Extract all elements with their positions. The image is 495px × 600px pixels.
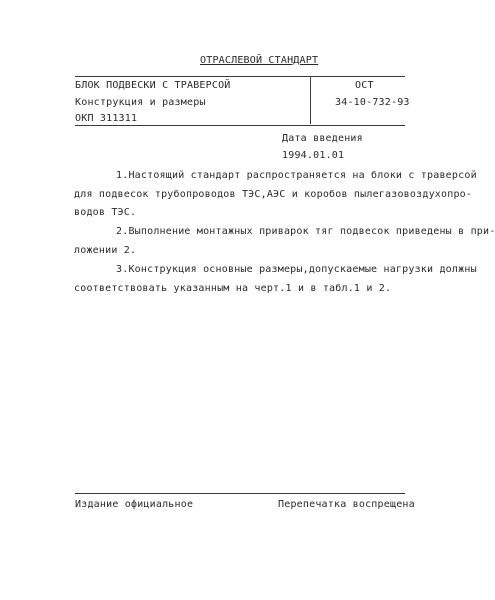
header-top-rule — [75, 76, 405, 77]
paragraph-1-line-1: 1.Настоящий стандарт распространяется на блоки с траверсой — [116, 170, 477, 181]
paragraph-2-line-2: ложении 2. — [74, 245, 137, 256]
header-bottom-rule — [75, 125, 405, 126]
paragraph-3-line-2: соответствовать указанным на черт.1 и в табл.1 и 2. — [74, 283, 392, 294]
footer-rule — [75, 493, 405, 494]
footer-edition: Издание официальное — [75, 499, 194, 510]
ost-series: ОСТ — [355, 80, 374, 91]
header-divider — [310, 76, 311, 124]
footer-reprint: Перепечатка воспрещена — [278, 499, 415, 510]
paragraph-1-line-2: для подвесок трубопроводов ТЭС,АЭС и коробов пылегазовоздухопро- — [74, 189, 473, 200]
standard-type-title: ОТРАСЛЕВОЙ СТАНДАРТ — [200, 55, 319, 66]
okp-code: ОКП 311311 — [75, 113, 138, 124]
intro-date-label: Дата введения — [282, 133, 363, 144]
paragraph-2-line-1: 2.Выполнение монтажных приварок тяг подвесок приведены в при- — [116, 226, 495, 237]
ost-number: 34-10-732-93 — [335, 97, 410, 108]
intro-date-value: 1994.01.01 — [282, 150, 345, 161]
paragraph-1-line-3: водов ТЭС. — [74, 207, 137, 218]
paragraph-3-line-1: 3.Конструкция основные размеры,допускаемые нагрузки должны — [116, 264, 477, 275]
doc-subtitle: Конструкция и размеры — [75, 97, 206, 108]
doc-title: БЛОК ПОДВЕСКИ С ТРАВЕРСОЙ — [75, 80, 231, 91]
